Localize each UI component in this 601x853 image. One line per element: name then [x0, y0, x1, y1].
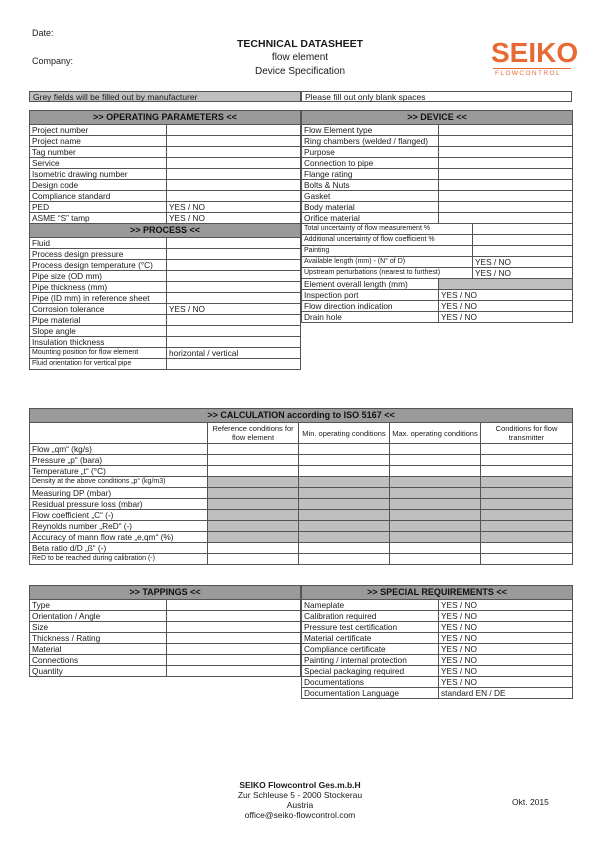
table-row: [30, 359, 301, 370]
tappings-table: [29, 585, 301, 677]
tappings-title: >> TAPPINGS <<: [30, 586, 301, 600]
table-row: [30, 304, 301, 315]
field-label: Material: [30, 644, 167, 655]
field-value[interactable]: [439, 136, 573, 147]
table-row: [302, 655, 573, 666]
field-label: Body material: [302, 202, 439, 213]
field-label: Painting: [302, 246, 473, 257]
table-row: [30, 337, 301, 348]
field-label: Orifice material: [302, 213, 439, 224]
field-label: ReD to be reached during calibration (-): [30, 554, 208, 565]
calc-cell[interactable]: [481, 499, 573, 510]
table-row: [302, 290, 573, 301]
table-row: [30, 260, 301, 271]
field-label: Process design temperature (°C): [30, 260, 167, 271]
calc-cell[interactable]: [390, 455, 481, 466]
table-row: [30, 348, 301, 359]
field-value[interactable]: [167, 315, 301, 326]
grey-note: Grey fields will be filled out by manufacturer: [29, 91, 301, 102]
table-row: [30, 213, 301, 224]
field-label: Project name: [30, 136, 167, 147]
calc-cell[interactable]: [299, 477, 390, 488]
field-label: Calibration required: [302, 611, 439, 622]
calc-cell[interactable]: [299, 532, 390, 543]
field-label: Painting / internal protection: [302, 655, 439, 666]
column-header-blank: [30, 423, 208, 444]
field-label: Size: [30, 622, 167, 633]
table-row: [30, 455, 573, 466]
table-row: [302, 158, 573, 169]
field-value[interactable]: [167, 326, 301, 337]
table-row: [30, 543, 573, 554]
table-row: [302, 611, 573, 622]
field-label: Ring chambers (welded / flanged): [302, 136, 439, 147]
calc-cell[interactable]: [481, 488, 573, 499]
blank-note: Please fill out only blank spaces: [301, 91, 572, 102]
table-row: [30, 249, 301, 260]
field-value[interactable]: [167, 600, 301, 611]
calc-cell[interactable]: [208, 499, 299, 510]
table-row: [302, 688, 573, 699]
field-label: Compliance certificate: [302, 644, 439, 655]
field-value[interactable]: [167, 238, 301, 249]
field-value[interactable]: [167, 125, 301, 136]
field-label: Residual pressure loss (mbar): [30, 499, 208, 510]
calc-cell[interactable]: [299, 466, 390, 477]
field-value[interactable]: YES / NO: [439, 677, 573, 688]
field-value[interactable]: [439, 169, 573, 180]
field-value[interactable]: [439, 180, 573, 191]
field-value[interactable]: [167, 622, 301, 633]
calculation-header-row: [30, 409, 573, 423]
calc-cell[interactable]: [208, 554, 299, 565]
table-row: [30, 125, 301, 136]
calc-cell[interactable]: [208, 444, 299, 455]
field-value[interactable]: YES / NO: [439, 644, 573, 655]
footer-address-1: Zur Schleuse 5 - 2000 Stockerau: [237, 790, 363, 800]
table-row: [302, 666, 573, 677]
field-label: Available length (mm) - (N° of D): [302, 257, 473, 268]
calc-cell[interactable]: [299, 499, 390, 510]
field-value[interactable]: [167, 147, 301, 158]
field-label: Flow direction indication: [302, 301, 439, 312]
table-row: [302, 268, 573, 279]
field-value[interactable]: [167, 359, 301, 370]
calculation-table: [29, 408, 573, 565]
table-row: [30, 644, 301, 655]
field-value[interactable]: [473, 224, 573, 235]
field-label: Material certificate: [302, 633, 439, 644]
calc-cell[interactable]: [390, 543, 481, 554]
calc-cell[interactable]: [299, 455, 390, 466]
field-label: Connections: [30, 655, 167, 666]
field-label: Density at the above conditions „p“ (kg/m3): [30, 477, 208, 488]
table-row: [302, 312, 573, 323]
field-value[interactable]: [167, 337, 301, 348]
field-value[interactable]: [439, 158, 573, 169]
field-value[interactable]: [439, 147, 573, 158]
calc-cell[interactable]: [481, 444, 573, 455]
field-label: Project number: [30, 125, 167, 136]
field-label: Temperature „t“ (°C): [30, 466, 208, 477]
table-row: [30, 633, 301, 644]
calc-cell[interactable]: [481, 543, 573, 554]
field-label: Gasket: [302, 191, 439, 202]
field-label: ASME “S” tamp: [30, 213, 167, 224]
table-row: [302, 224, 573, 235]
field-value[interactable]: YES / NO: [439, 633, 573, 644]
special-requirements-table: [301, 585, 573, 699]
calc-cell[interactable]: [208, 510, 299, 521]
calc-cell[interactable]: [299, 554, 390, 565]
table-row: [30, 202, 301, 213]
table-row: [30, 444, 573, 455]
seiko-logo: [489, 34, 579, 80]
calc-cell[interactable]: [208, 532, 299, 543]
field-label: Pressure „p“ (bara): [30, 455, 208, 466]
field-value[interactable]: [167, 633, 301, 644]
field-label: Flow coefficient „C“ (-): [30, 510, 208, 521]
calc-cell[interactable]: [390, 510, 481, 521]
field-value[interactable]: [167, 180, 301, 191]
table-row: [30, 477, 573, 488]
calc-cell[interactable]: [481, 455, 573, 466]
field-label: Pipe size (OD mm): [30, 271, 167, 282]
calc-cell[interactable]: [390, 521, 481, 532]
special-header-row: [302, 586, 573, 600]
table-row: [30, 147, 301, 158]
table-row: [30, 499, 573, 510]
field-label: Element overall length (mm): [302, 279, 439, 290]
field-value[interactable]: [439, 279, 573, 290]
calc-cell[interactable]: [390, 488, 481, 499]
field-label: Connection to pipe: [302, 158, 439, 169]
table-row: [30, 169, 301, 180]
table-row: [302, 246, 573, 257]
table-row: [302, 257, 573, 268]
calc-cell[interactable]: [481, 554, 573, 565]
table-row: [30, 158, 301, 169]
table-row: [302, 235, 573, 246]
field-value[interactable]: [167, 655, 301, 666]
field-value[interactable]: YES / NO: [439, 290, 573, 301]
field-label: Process design pressure: [30, 249, 167, 260]
calc-cell[interactable]: [481, 466, 573, 477]
page-subtitle-2: Device Specification: [254, 66, 346, 77]
calc-cell[interactable]: [390, 499, 481, 510]
operating-header-row: [30, 111, 301, 125]
calc-cell[interactable]: [390, 466, 481, 477]
table-row: [30, 521, 573, 532]
date-label: Date:: [32, 28, 54, 38]
calc-cell[interactable]: [208, 477, 299, 488]
page-title: TECHNICAL DATASHEET: [237, 38, 363, 50]
calc-cell[interactable]: [481, 477, 573, 488]
special-requirements-title: >> SPECIAL REQUIREMENTS <<: [302, 586, 573, 600]
table-row: [30, 238, 301, 249]
table-row: [302, 301, 573, 312]
footer-address-2: Austria: [286, 800, 314, 810]
field-value[interactable]: [439, 202, 573, 213]
table-row: [30, 271, 301, 282]
calc-cell[interactable]: [208, 543, 299, 554]
device-header-row: [302, 111, 573, 125]
field-label: Purpose: [302, 147, 439, 158]
page-subtitle-1: flow element: [271, 52, 329, 63]
table-row: [302, 644, 573, 655]
field-label: Flange rating: [302, 169, 439, 180]
table-row: [302, 147, 573, 158]
table-row: [302, 180, 573, 191]
field-label: Quantity: [30, 666, 167, 677]
table-row: [30, 622, 301, 633]
field-value[interactable]: [167, 271, 301, 282]
table-row: [30, 180, 301, 191]
table-row: [302, 279, 573, 290]
field-value[interactable]: YES / NO: [167, 304, 301, 315]
field-label: Design code: [30, 180, 167, 191]
field-value[interactable]: horizontal / vertical: [167, 348, 301, 359]
field-value[interactable]: [439, 125, 573, 136]
table-row: [30, 282, 301, 293]
field-value[interactable]: [167, 260, 301, 271]
field-label: Fluid orientation for vertical pipe: [30, 359, 167, 370]
field-value[interactable]: YES / NO: [439, 666, 573, 677]
calc-cell[interactable]: [208, 521, 299, 532]
field-label: Isometric drawing number: [30, 169, 167, 180]
field-label: Pressure test certification: [302, 622, 439, 633]
field-value[interactable]: standard EN / DE: [439, 688, 573, 699]
table-row: [302, 191, 573, 202]
field-label: Nameplate: [302, 600, 439, 611]
field-label: Pipe thickness (mm): [30, 282, 167, 293]
field-value[interactable]: YES / NO: [439, 301, 573, 312]
field-label: Accuracy of mann flow rate „e,qm“ (%): [30, 532, 208, 543]
process-header-row: [30, 224, 301, 238]
field-value[interactable]: [167, 644, 301, 655]
field-label: Thickness / Rating: [30, 633, 167, 644]
table-row: [30, 666, 301, 677]
column-header: Min. operating conditions: [299, 423, 390, 444]
field-label: Flow Element type: [302, 125, 439, 136]
calc-cell[interactable]: [299, 488, 390, 499]
field-label: Additional uncertainty of flow coefficient %: [302, 235, 473, 246]
calc-cell[interactable]: [481, 521, 573, 532]
field-value[interactable]: [473, 246, 573, 257]
column-header: Max. operating conditions: [390, 423, 481, 444]
field-label: Corrosion tolerance: [30, 304, 167, 315]
field-value[interactable]: [167, 191, 301, 202]
table-row: [30, 655, 301, 666]
device-title: >> DEVICE <<: [302, 111, 573, 125]
table-row: [30, 510, 573, 521]
footer: [200, 780, 400, 820]
field-label: Slope angle: [30, 326, 167, 337]
field-value[interactable]: [167, 158, 301, 169]
calc-cell[interactable]: [299, 444, 390, 455]
field-label: Type: [30, 600, 167, 611]
field-label: Drain hole: [302, 312, 439, 323]
column-header: Conditions for flow transmitter: [481, 423, 573, 444]
field-label: Service: [30, 158, 167, 169]
table-row: [30, 326, 301, 337]
calc-cell[interactable]: [481, 532, 573, 543]
table-row: [30, 191, 301, 202]
field-label: Documentation Language: [302, 688, 439, 699]
table-row: [30, 600, 301, 611]
calc-cell[interactable]: [390, 444, 481, 455]
field-label: Insulation thickness: [30, 337, 167, 348]
calc-cell[interactable]: [481, 510, 573, 521]
calc-cell[interactable]: [299, 510, 390, 521]
calc-cell[interactable]: [299, 543, 390, 554]
field-value[interactable]: [167, 136, 301, 147]
field-value[interactable]: [167, 169, 301, 180]
table-row: [302, 633, 573, 644]
field-value[interactable]: YES / NO: [167, 202, 301, 213]
logo-text: SEIKO: [491, 37, 579, 68]
footer-company: SEIKO Flowcontrol Ges.m.b.H: [239, 780, 361, 790]
field-value[interactable]: YES / NO: [439, 312, 573, 323]
table-row: [302, 677, 573, 688]
column-header: Reference conditions for flow element: [208, 423, 299, 444]
field-label: Compliance standard: [30, 191, 167, 202]
footer-date: Okt. 2015: [512, 797, 549, 807]
operating-process-table: [29, 110, 301, 370]
calc-cell[interactable]: [390, 554, 481, 565]
field-value[interactable]: [473, 235, 573, 246]
table-row: [30, 136, 301, 147]
table-row: [30, 611, 301, 622]
field-label: Orientation / Angle: [30, 611, 167, 622]
field-label: Special packaging required: [302, 666, 439, 677]
calculation-columns-row: [30, 423, 573, 444]
field-label: Inspection port: [302, 290, 439, 301]
field-value[interactable]: [439, 191, 573, 202]
logo-subtext: FLOWCONTROL: [495, 70, 561, 77]
table-row: [30, 466, 573, 477]
field-label: Total uncertainty of flow measurement %: [302, 224, 473, 235]
table-row: [302, 169, 573, 180]
field-value[interactable]: [167, 249, 301, 260]
field-label: PED: [30, 202, 167, 213]
field-value[interactable]: YES / NO: [167, 213, 301, 224]
tappings-header-row: [30, 586, 301, 600]
calc-cell[interactable]: [208, 466, 299, 477]
calc-cell[interactable]: [390, 532, 481, 543]
field-label: Mounting position for flow element: [30, 348, 167, 359]
field-value[interactable]: YES / NO: [439, 655, 573, 666]
field-value[interactable]: [439, 213, 573, 224]
table-row: [302, 136, 573, 147]
field-value[interactable]: [167, 293, 301, 304]
field-label: Flow „qm“ (kg/s): [30, 444, 208, 455]
field-label: Pipe (ID mm) in reference sheet: [30, 293, 167, 304]
table-row: [302, 622, 573, 633]
table-row: [302, 202, 573, 213]
field-value[interactable]: YES / NO: [473, 268, 573, 279]
process-title: >> PROCESS <<: [30, 224, 301, 238]
calculation-title: >> CALCULATION according to ISO 5167 <<: [30, 409, 573, 423]
table-row: [30, 532, 573, 543]
field-value[interactable]: [167, 611, 301, 622]
table-row: [30, 293, 301, 304]
table-row: [30, 488, 573, 499]
field-value[interactable]: YES / NO: [473, 257, 573, 268]
field-label: Bolts & Nuts: [302, 180, 439, 191]
operating-parameters-title: >> OPERATING PARAMETERS <<: [30, 111, 301, 125]
calc-cell[interactable]: [390, 477, 481, 488]
logo-rule: [493, 68, 571, 69]
field-label: Pipe material: [30, 315, 167, 326]
field-value[interactable]: YES / NO: [439, 611, 573, 622]
field-value[interactable]: YES / NO: [439, 622, 573, 633]
table-row: [302, 600, 573, 611]
field-label: Reynolds number „ReD“ (-): [30, 521, 208, 532]
field-label: Beta ratio d/D „ß“ (-): [30, 543, 208, 554]
table-row: [30, 315, 301, 326]
calc-cell[interactable]: [208, 455, 299, 466]
field-label: Upstream perturbations (nearest to furthest): [302, 268, 473, 279]
calc-cell[interactable]: [208, 488, 299, 499]
table-row: [30, 554, 573, 565]
table-row: [302, 213, 573, 224]
table-row: [302, 125, 573, 136]
field-label: Documentations: [302, 677, 439, 688]
footer-email[interactable]: office@seiko-flowcontrol.com: [244, 810, 356, 820]
calc-cell[interactable]: [299, 521, 390, 532]
field-label: Tag number: [30, 147, 167, 158]
device-table: [301, 110, 573, 323]
field-value[interactable]: YES / NO: [439, 600, 573, 611]
field-label: Fluid: [30, 238, 167, 249]
field-value[interactable]: [167, 666, 301, 677]
field-value[interactable]: [167, 282, 301, 293]
company-label: Company:: [32, 56, 74, 66]
field-label: Measuring DP (mbar): [30, 488, 208, 499]
